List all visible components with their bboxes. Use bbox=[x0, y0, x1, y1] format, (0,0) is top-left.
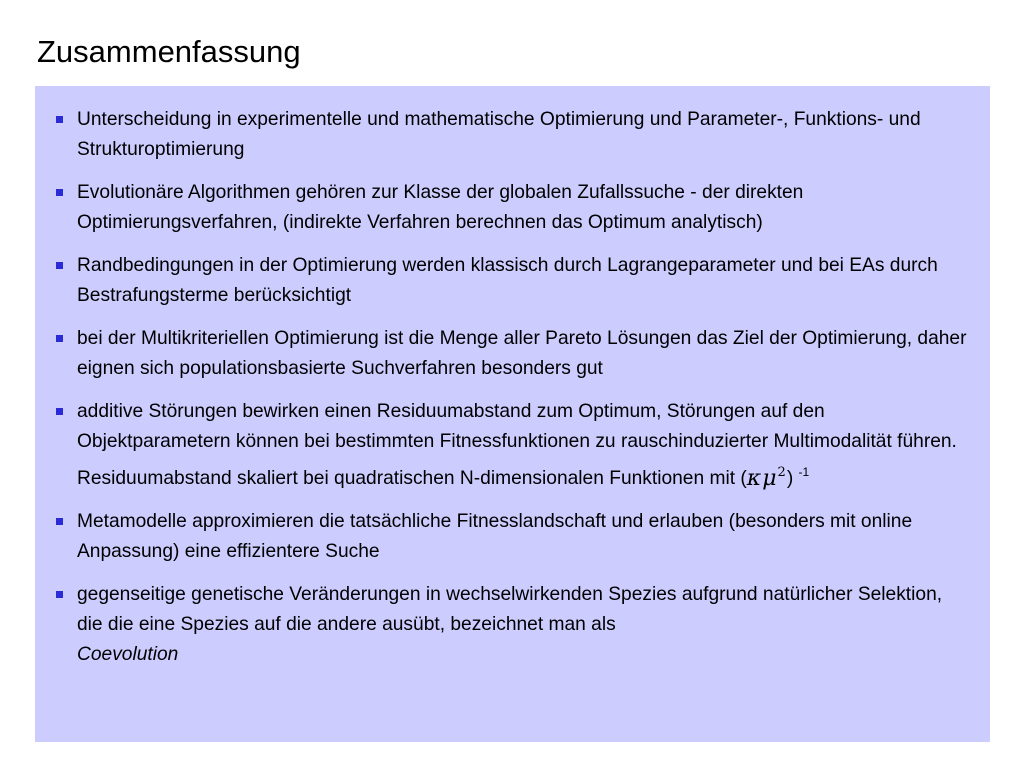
formula bbox=[747, 466, 787, 491]
bullet-item-metamodels bbox=[55, 507, 970, 567]
formula-exponent: -1 bbox=[798, 465, 810, 479]
bullet-item-evolutionary-algorithms bbox=[55, 178, 970, 238]
bullet-text: Unterscheidung in experimentelle und mathematische Optimierung und Parameter-, Funktions- und Strukturoptimierung bbox=[77, 109, 921, 160]
content-panel bbox=[35, 86, 990, 742]
square-bullet-icon bbox=[56, 262, 63, 269]
bullet-item-coevolution bbox=[55, 580, 970, 670]
square-bullet-icon bbox=[56, 116, 63, 123]
bullet-text: Evolutionäre Algorithmen gehören zur Klasse der globalen Zufallssuche - der direkten Optimierungsverfahren, (indirekte Verfahren berechnen das Optimum analytisch) bbox=[77, 182, 804, 233]
slide-title: Zusammenfassung bbox=[37, 34, 301, 69]
formula-power: 2 bbox=[777, 465, 787, 480]
formula-base: κμ bbox=[746, 466, 778, 491]
bullet-text: bei der Multikriteriellen Optimierung ist die Menge aller Pareto Lösungen das Ziel der Optimierung, daher eignen sich populationsbasierte Suchverfahren besonders gut bbox=[77, 328, 967, 379]
bullet-text: additive Störungen bewirken einen Residuumabstand zum Optimum, Störungen auf den Objektparametern können bei bestimmten Fitnessfunktionen zu rauschinduzierter Multimodalität führen. Residuumabstand skaliert bei quadratischen N-dimensionalen Funktionen mit ( bbox=[77, 401, 957, 489]
bullet-item-noise bbox=[55, 397, 970, 494]
bullet-text: Metamodelle approximieren die tatsächliche Fitnesslandschaft und erlauben (besonders mit online Anpassung) eine effizientere Suche bbox=[77, 511, 913, 562]
bullet-item-multi-objective bbox=[55, 324, 970, 384]
square-bullet-icon bbox=[56, 335, 63, 342]
bullet-text: Randbedingungen in der Optimierung werden klassisch durch Lagrangeparameter und bei EAs durch Bestrafungsterme berücksichtigt bbox=[77, 255, 938, 306]
bullet-text: gegenseitige genetische Veränderungen in wechselwirkenden Spezies aufgrund natürlicher Selektion, die die eine Spezies auf die andere ausübt, bezeichnet man als bbox=[77, 584, 943, 635]
square-bullet-icon bbox=[56, 591, 63, 598]
bullet-item-constraints bbox=[55, 251, 970, 311]
square-bullet-icon bbox=[56, 408, 63, 415]
formula-close: ) bbox=[786, 468, 794, 489]
bullet-list bbox=[55, 105, 970, 683]
coevolution-term: Coevolution bbox=[77, 644, 179, 665]
square-bullet-icon bbox=[56, 189, 63, 196]
bullet-item-optimization-types bbox=[55, 105, 970, 165]
square-bullet-icon bbox=[56, 518, 63, 525]
